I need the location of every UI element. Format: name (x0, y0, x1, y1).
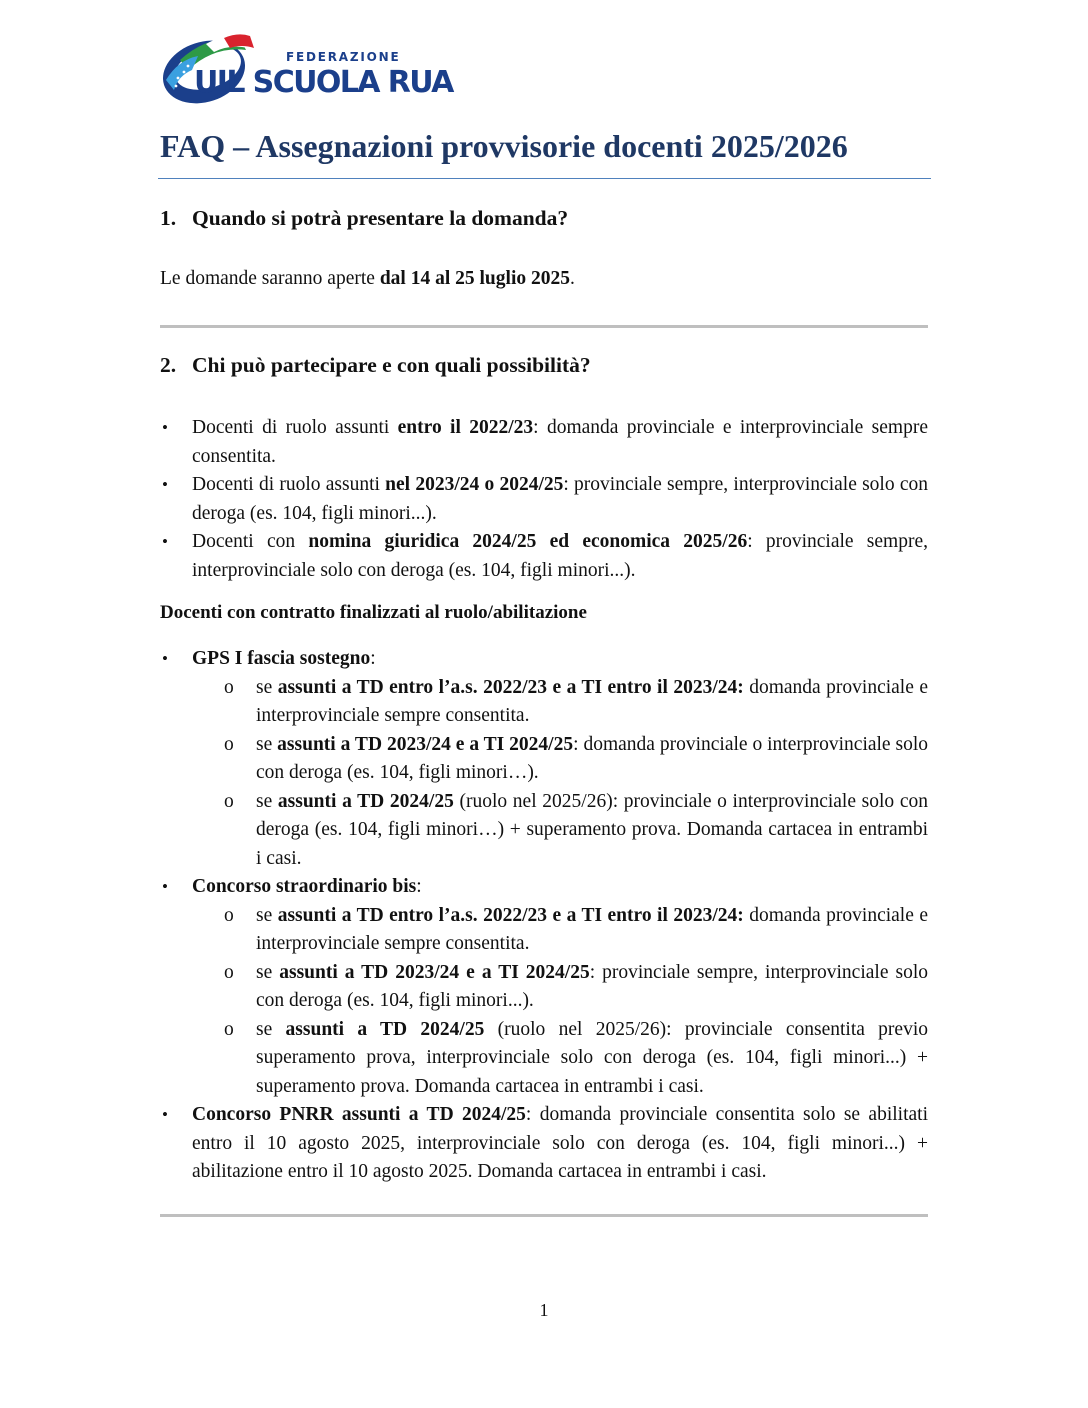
bold-text-run: assunti a TD 2024/25 (277, 790, 454, 812)
bullet-icon: o (224, 676, 234, 698)
text-run: domanda provinciale e interprovinciale sempre consentita. (256, 904, 928, 954)
bold-text-run: assunti a TD entro l’a.s. 2022/23 e a TI entro il 2023/24: (277, 676, 744, 698)
bullet-icon: • (162, 418, 168, 437)
section-divider (160, 325, 928, 328)
question-1-text: Quando si potrà presentare la domanda? (192, 206, 569, 230)
section-divider (160, 1214, 928, 1217)
bold-text-run: dal 14 al 25 luglio 2025 (379, 268, 570, 289)
text-run: se (256, 1018, 286, 1040)
question-2 (160, 353, 591, 378)
list-item (160, 528, 928, 585)
bullet-icon: o (224, 1018, 234, 1040)
text-run: se (256, 961, 280, 983)
list-item (160, 471, 928, 528)
text-run: : provinciale sempre, interprovinciale solo con deroga (es. 104, figli minori...). (256, 961, 928, 1011)
bullet-icon: • (162, 475, 168, 494)
question-2-number: 2. (160, 353, 177, 377)
bold-text-run: Concorso straordinario bis (192, 876, 417, 897)
uil-scuola-rua-logo (158, 30, 453, 114)
bold-text-run: assunti a TD 2023/24 e a TI 2024/25 (279, 961, 590, 983)
text-run: : (416, 876, 422, 897)
logo-brand-text: UIL SCUOLA RUA (194, 65, 453, 100)
bold-text-run: nomina giuridica 2024/25 ed economica 2025/26 (308, 531, 748, 552)
question-2-bullet-list (160, 414, 928, 585)
question-1-answer (160, 268, 575, 290)
text-run: se (256, 790, 278, 812)
question-1 (160, 206, 568, 231)
sub-list-item (160, 731, 928, 788)
text-run: . (569, 268, 575, 289)
text-run: : provinciale sempre, interprovinciale solo con deroga (es. 104, figli minori...). (192, 474, 928, 524)
bullet-icon: o (224, 790, 234, 812)
bold-text-run: assunti a TD 2024/25 (285, 1018, 485, 1040)
text-run: se (256, 733, 278, 755)
bold-text-run: GPS I fascia sostegno (192, 648, 371, 669)
text-run: domanda provinciale e interprovinciale sempre consentita. (256, 676, 928, 726)
text-run: Le domande saranno aperte (160, 268, 380, 289)
bold-text-run: entro il 2022/23 (397, 417, 534, 438)
page-number: 1 (539, 1300, 549, 1320)
contract-teachers-subheading: Docenti con contratto finalizzati al ruolo/abilitazione (160, 602, 587, 623)
bullet-icon: o (224, 961, 234, 983)
text-run: se (256, 904, 278, 926)
list-item (160, 645, 928, 674)
text-run: (ruolo nel 2025/26): provinciale o interprovinciale solo con deroga (es. 104, figli minori…) + superamento prova. Domanda cartacea in entrambi i casi. (256, 790, 928, 869)
bold-text-run: Concorso PNRR assunti a TD 2024/25 (192, 1104, 526, 1125)
text-run: : provinciale sempre, interprovinciale solo con deroga (es. 104, figli minori...). (192, 531, 928, 581)
page-title: FAQ – Assegnazioni provvisorie docenti 2025/2026 (160, 128, 848, 164)
logo-federazione-text: FEDERAZIONE (286, 50, 401, 64)
list-item (160, 873, 928, 902)
text-run: : domanda provinciale e interprovinciale sempre consentita. (192, 417, 928, 467)
sub-list-item (160, 788, 928, 874)
bullet-icon: • (162, 1105, 168, 1124)
text-run: Docenti di ruolo assunti (192, 474, 386, 495)
question-2-contract-list (160, 645, 928, 1187)
text-run: : domanda provinciale consentita solo se abilitati entro il 10 agosto 2025, interprovinciale solo con deroga (es. 104, figli minori...) + abilitazione entro il 10 agosto 2025. Domanda cartacea in entrambi i casi. (192, 1104, 928, 1182)
sub-list-item (160, 902, 928, 959)
text-run: : (370, 648, 376, 669)
sub-list-item (160, 674, 928, 731)
text-run: Docenti di ruolo assunti (192, 417, 398, 438)
sub-list-item (160, 959, 928, 1016)
bold-text-run: nel 2023/24 o 2024/25 (385, 474, 564, 495)
question-2-text: Chi può partecipare e con quali possibilità? (192, 353, 591, 377)
bullet-icon: o (224, 904, 234, 926)
bold-text-run: assunti a TD entro l’a.s. 2022/23 e a TI entro il 2023/24: (277, 904, 744, 926)
bullet-icon: • (162, 532, 168, 551)
text-run: (ruolo nel 2025/26): provinciale consentita previo superamento prova, interprovinciale solo con deroga (es. 104, figli minori...) + superamento prova. Domanda cartacea in entrambi i casi. (256, 1018, 928, 1097)
title-underline (158, 178, 931, 179)
bold-text-run: assunti a TD 2023/24 e a TI 2024/25 (277, 733, 574, 755)
bullet-icon: o (224, 733, 234, 755)
list-item (160, 414, 928, 471)
text-run: se (256, 676, 278, 698)
bullet-icon: • (162, 649, 168, 668)
sub-list-item (160, 1016, 928, 1102)
text-run: Docenti con (192, 531, 309, 552)
text-run: : domanda provinciale o interprovinciale solo con deroga (es. 104, figli minori…). (256, 733, 929, 783)
list-item (160, 1101, 928, 1187)
question-1-number: 1. (160, 206, 177, 230)
bullet-icon: • (162, 877, 168, 896)
